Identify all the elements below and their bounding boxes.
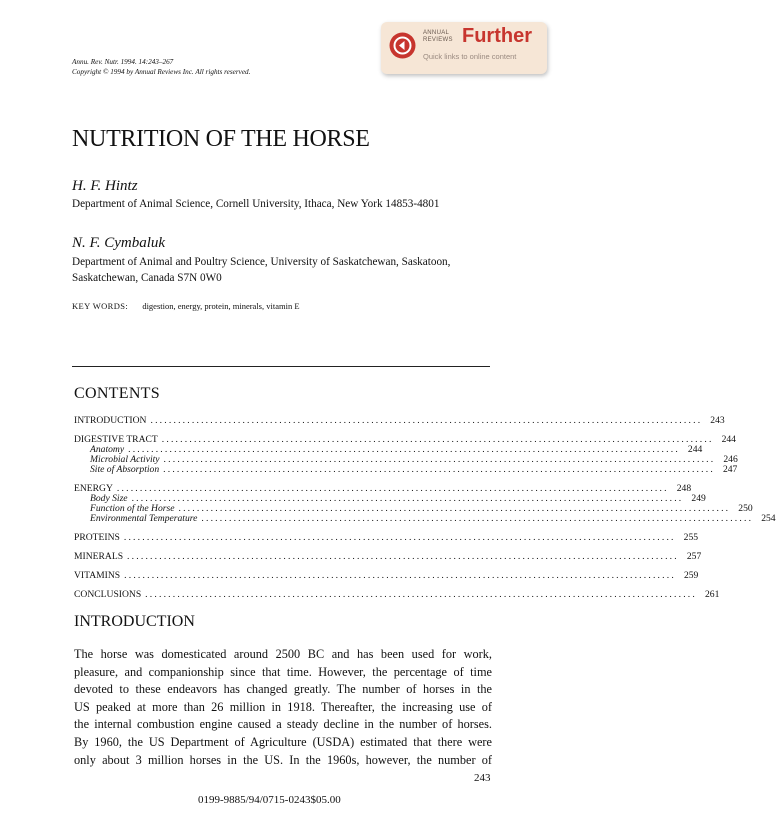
toc-entry-title: MINERALS	[74, 551, 124, 562]
toc-leader-dots: ........................................................................................................................	[178, 503, 731, 514]
affiliation-line: Department of Animal and Poultry Science, University of Saskatchewan, Saskatoon,	[72, 256, 451, 268]
toc-entry-page: 249	[691, 493, 706, 504]
author-affiliation	[72, 196, 502, 212]
price-code: 0199-9885/94/0715-0243$05.00	[198, 794, 341, 806]
toc-entry-title: Function of the Horse	[90, 503, 175, 514]
page-number: 243	[474, 772, 491, 784]
section-divider	[72, 366, 490, 367]
toc-entry-page: 259	[683, 570, 699, 581]
toc-leader-dots: ........................................................................................................................	[131, 493, 684, 504]
toc-leader-dots: ........................................................................................................................	[150, 415, 703, 426]
annual-reviews-wordmark	[423, 30, 453, 43]
affiliation-line: Department of Animal Science, Cornell University, Ithaca, New York 14853-4801	[72, 198, 440, 210]
wordmark-line-2: REVIEWS	[423, 36, 453, 43]
toc-entry[interactable]	[74, 551, 702, 562]
toc-entry-title: Environmental Temperature	[90, 513, 198, 524]
toc-entry-page: 246	[723, 454, 738, 465]
toc-entry[interactable]	[74, 570, 699, 581]
journal-citation	[72, 57, 250, 77]
body-line: By 1960, the US Department of Agriculture (USDA) estimated that there were	[74, 734, 492, 749]
further-label: Further	[462, 25, 532, 47]
toc-entry-page: 248	[676, 483, 692, 494]
introduction-heading: INTRODUCTION	[74, 613, 195, 630]
toc-leader-dots: ........................................................................................................................	[161, 434, 714, 445]
toc-leader-dots: ........................................................................................................................	[116, 483, 669, 494]
key-words	[72, 301, 300, 311]
toc-entry-title: INTRODUCTION	[74, 415, 147, 426]
toc-entry-title: VITAMINS	[74, 570, 121, 581]
body-line: pleasure, and companionship since that time. However, the percentage of time	[74, 664, 492, 679]
toc-entry-title: Microbial Activity	[90, 454, 160, 465]
quick-links-label: Quick links to online content	[423, 52, 517, 61]
author-affiliation	[72, 254, 502, 286]
annual-reviews-logo-icon	[389, 32, 416, 59]
article-title: NUTRITION OF THE HORSE	[72, 126, 370, 152]
toc-entry-title: DIGESTIVE TRACT	[74, 434, 158, 445]
toc-entry-title: PROTEINS	[74, 532, 120, 543]
toc-entry-page: 247	[722, 464, 738, 475]
wordmark-line-1: ANNUAL	[423, 30, 450, 36]
toc-subentry[interactable]	[74, 513, 776, 524]
author-name: H. F. Hintz	[72, 178, 138, 194]
toc-entry[interactable]	[74, 532, 699, 543]
toc-leader-dots: ........................................................................................................................	[124, 570, 676, 581]
introduction-body	[74, 646, 492, 769]
toc-entry-title: ENERGY	[74, 483, 113, 494]
toc-leader-dots: ........................................................................................................................	[127, 551, 679, 562]
body-line: The horse was domesticated around 2500 BC and has been used for work,	[74, 647, 492, 661]
toc-entry-title: Anatomy	[90, 444, 125, 455]
toc-entry-page: 243	[710, 415, 725, 426]
author-name: N. F. Cymbaluk	[72, 235, 166, 251]
toc-entry-page: 244	[687, 444, 703, 455]
toc-entry-title: Site of Absorption	[90, 464, 160, 475]
toc-leader-dots: ........................................................................................................................	[128, 444, 680, 455]
toc-subentry[interactable]	[74, 464, 738, 475]
body-line: the internal combustion engine caused a steady decline in the number of horses.	[74, 717, 492, 732]
copyright-line: Copyright © 1994 by Annual Reviews Inc. All rights reserved.	[72, 68, 251, 76]
toc-entry[interactable]	[74, 415, 725, 426]
body-line: devoted to these endeavors has changed greatly. The number of horses in the	[74, 682, 492, 697]
toc-leader-dots: ........................................................................................................................	[145, 589, 697, 600]
toc-entry-page: 255	[683, 532, 699, 543]
body-line: only about 3 million horses in the US. In the 1960s, however, the number of	[74, 752, 492, 767]
toc-entry-page: 244	[721, 434, 736, 445]
further-links-badge[interactable]	[381, 22, 547, 74]
toc-leader-dots: ........................................................................................................................	[163, 454, 716, 465]
key-words-label: KEY WORDS:	[72, 301, 129, 311]
citation-line: Annu. Rev. Nutr. 1994. 14:243–267	[72, 58, 174, 66]
toc-entry-page: 254	[761, 513, 776, 524]
toc-entry-page: 250	[738, 503, 753, 514]
toc-entry-title: Body Size	[90, 493, 128, 504]
contents-heading: CONTENTS	[74, 385, 160, 402]
toc-entry-page: 257	[686, 551, 702, 562]
key-words-list: digestion, energy, protein, minerals, vitamin E	[142, 301, 300, 311]
toc-entry[interactable]	[74, 589, 720, 600]
toc-entry-page: 261	[704, 589, 720, 600]
toc-leader-dots: ........................................................................................................................	[123, 532, 676, 543]
affiliation-line: Saskatchewan, Canada S7N 0W0	[72, 272, 222, 284]
toc-entry-title: CONCLUSIONS	[74, 589, 142, 600]
toc-leader-dots: ........................................................................................................................	[201, 513, 754, 524]
body-line: US peaked at more than 26 million in 1918. Thereafter, the increasing use of	[74, 699, 492, 714]
toc-leader-dots: ........................................................................................................................	[163, 464, 715, 475]
